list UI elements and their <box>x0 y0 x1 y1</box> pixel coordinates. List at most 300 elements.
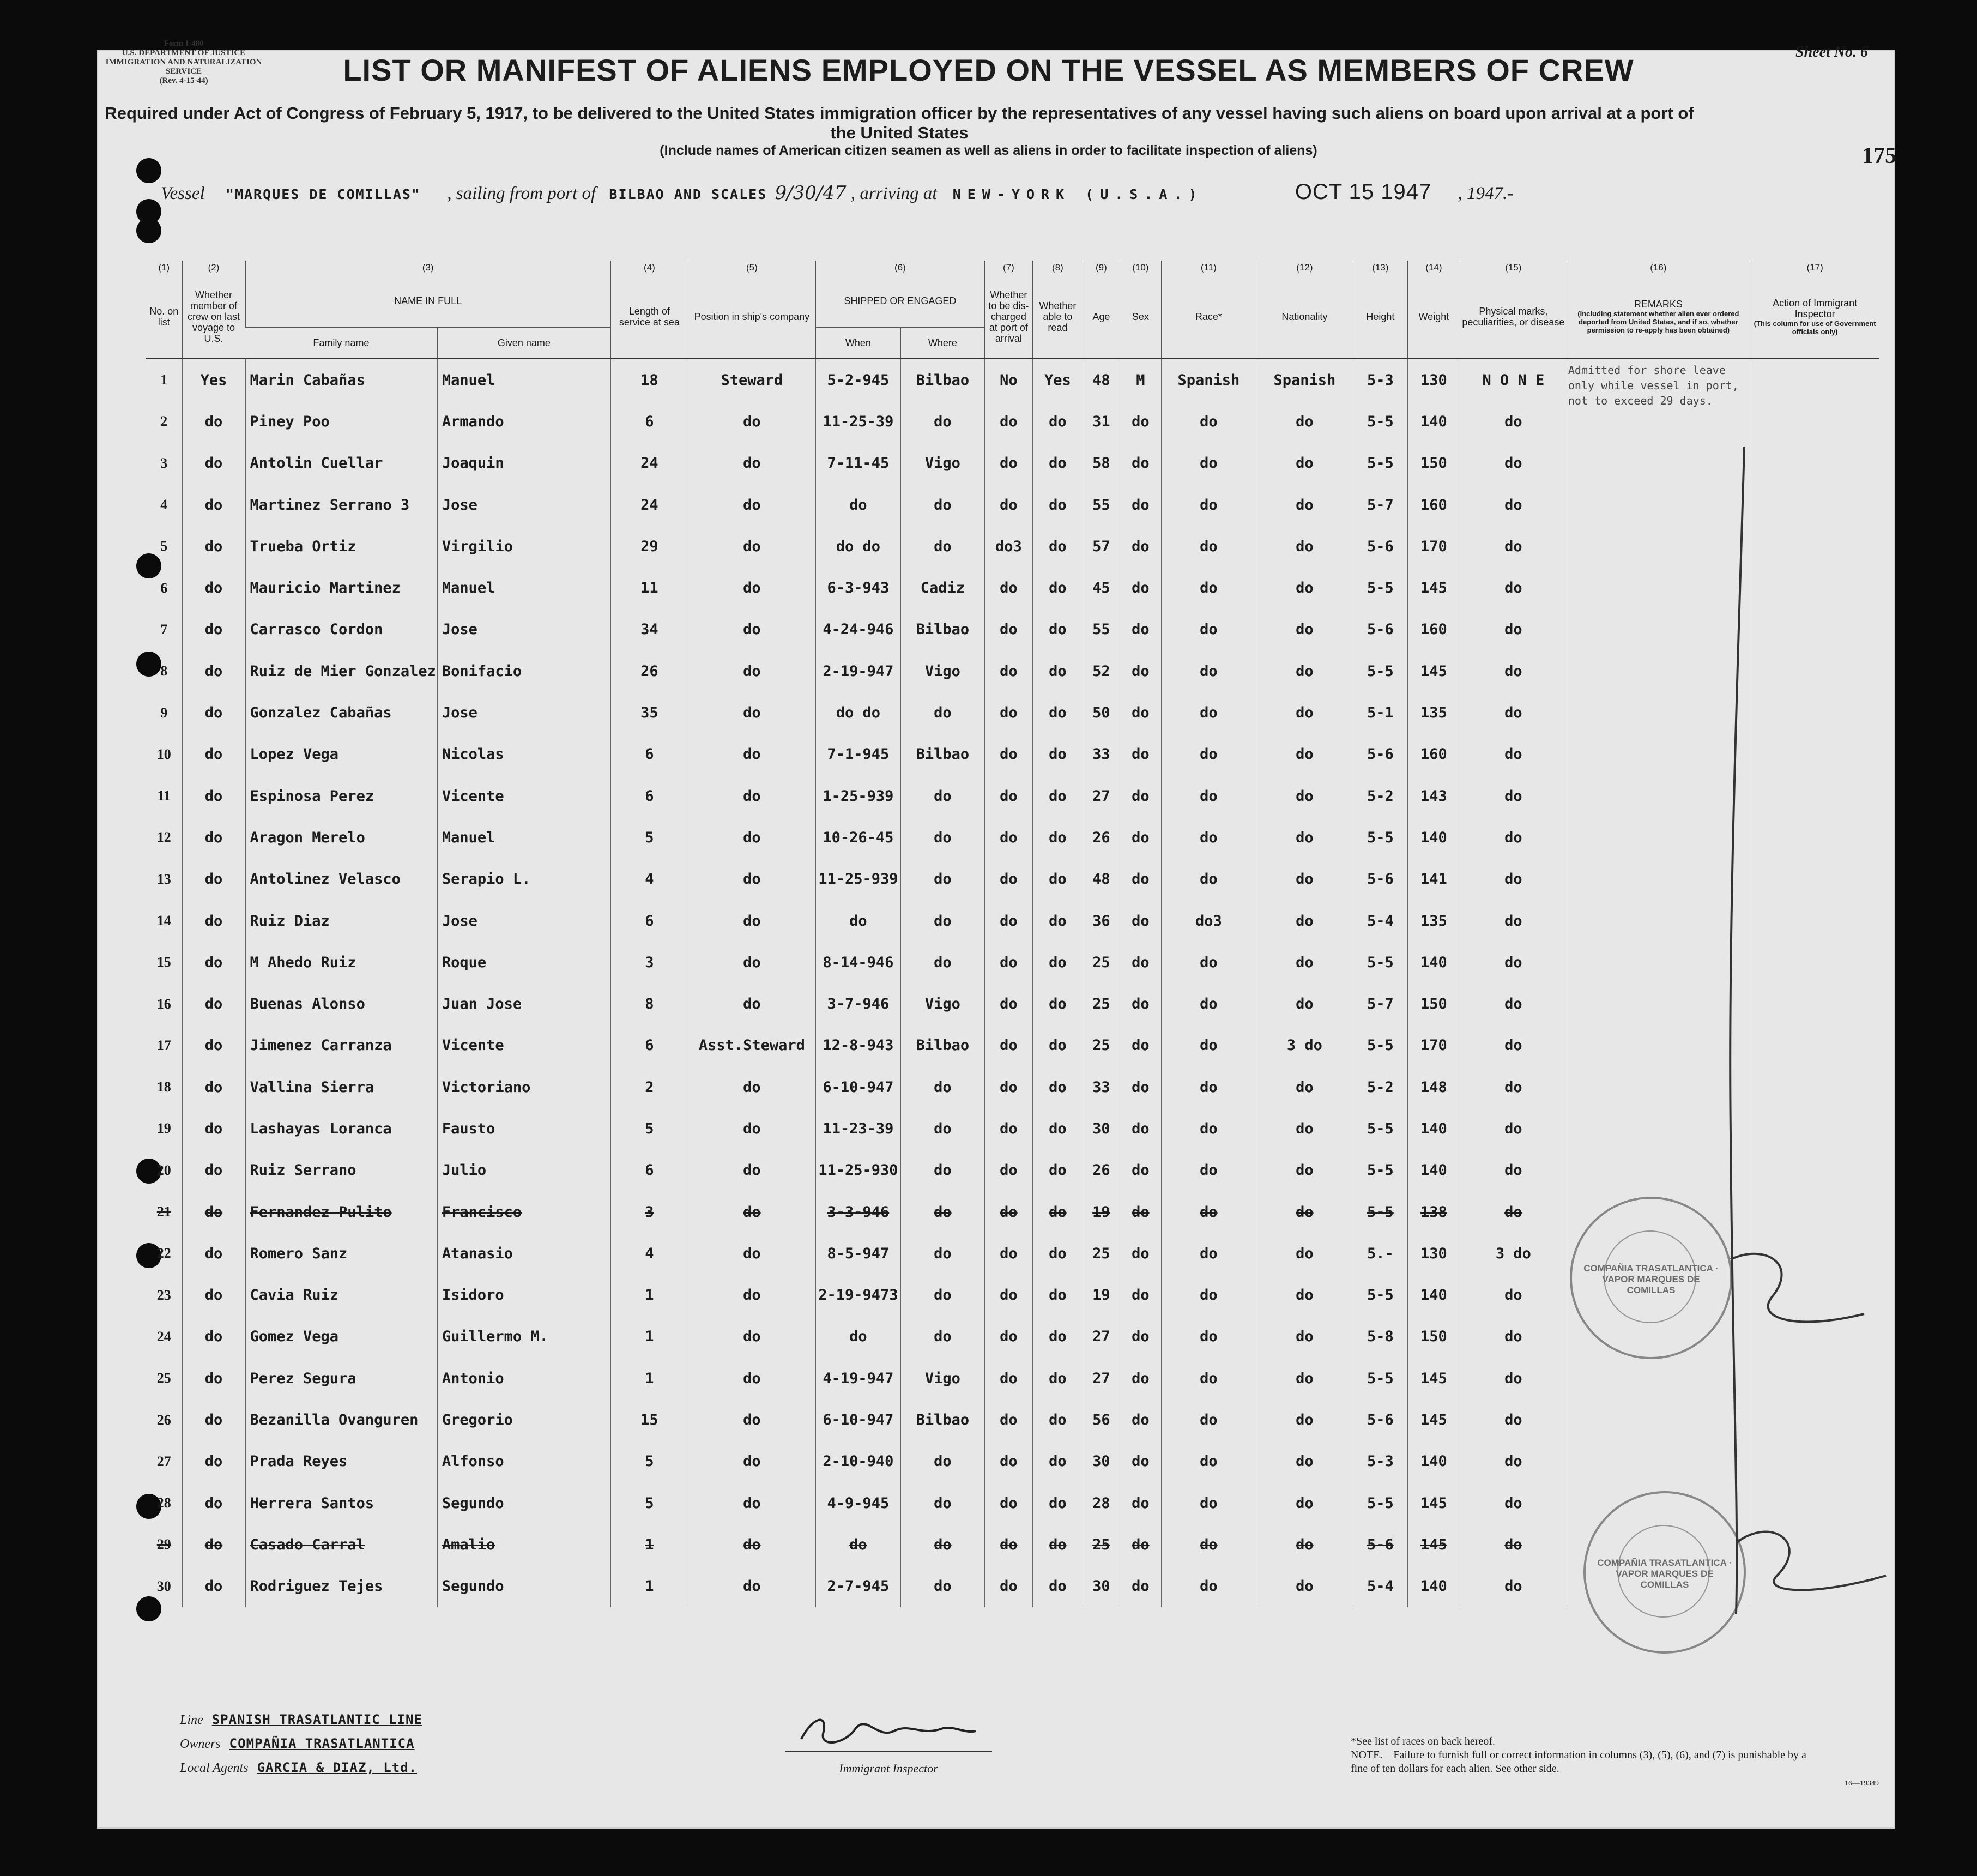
cell-row-number: 5 <box>160 538 168 554</box>
cell-race: do <box>1161 1524 1256 1565</box>
cell-race: do <box>1161 1441 1256 1482</box>
cell-shipped-where: do <box>900 942 984 983</box>
cell-discharged: do <box>984 734 1032 775</box>
cell-family-name: Buenas Alonso <box>245 983 437 1024</box>
remarks-note: (Including statement whether alien ever ordered deported from United States, and if so, whether permission to re-apply has been obtained) <box>1577 310 1739 334</box>
cell-shipped-where: do <box>900 1482 984 1524</box>
cell-given-name: Segundo <box>437 1482 610 1524</box>
cell-sex: do <box>1120 1316 1161 1358</box>
cell-row-number: 27 <box>156 1453 171 1469</box>
cell-shipped-where: do <box>900 817 984 858</box>
col-num: (13) <box>1353 261 1407 275</box>
cell-weight: 150 <box>1407 1316 1460 1358</box>
cell-physical-marks: do <box>1460 1108 1567 1149</box>
cell-shipped-where: do <box>900 1441 984 1482</box>
col-num: (8) <box>1032 261 1083 275</box>
cell-position: do <box>688 1358 815 1399</box>
cell-sex: do <box>1120 1150 1161 1191</box>
cell-family-name: Gomez Vega <box>245 1316 437 1358</box>
cell-row-number: 12 <box>156 829 171 846</box>
col-num: (9) <box>1083 261 1120 275</box>
cell-crew-last-voyage: do <box>182 567 245 608</box>
cell-weight: 130 <box>1407 359 1460 401</box>
cell-shipped-where: do <box>900 484 984 526</box>
cell-row-number: 25 <box>156 1370 171 1386</box>
cell-race: do <box>1161 1275 1256 1316</box>
cell-row-number: 6 <box>160 580 168 596</box>
cell-sex: do <box>1120 1025 1161 1066</box>
cell-nationality: do <box>1256 1108 1353 1149</box>
cell-weight: 135 <box>1407 692 1460 733</box>
cell-given-name: Vicente <box>437 775 610 817</box>
cell-weight: 160 <box>1407 734 1460 775</box>
cell-sex: do <box>1120 1275 1161 1316</box>
cell-nationality: do <box>1256 1441 1353 1482</box>
cell-row-number: 1 <box>160 372 168 388</box>
cell-remarks: Admitted for shore leave only while vessel in port, not to exceed 29 days. <box>1567 359 1750 1607</box>
cell-shipped-where: do <box>900 1524 984 1565</box>
cell-height: 5-5 <box>1353 1482 1407 1524</box>
cell-given-name: Vicente <box>437 1025 610 1066</box>
cell-shipped-where: Vigo <box>900 650 984 692</box>
cell-age: 28 <box>1083 1482 1120 1524</box>
cell-race: do <box>1161 443 1256 484</box>
cell-position: do <box>688 1191 815 1233</box>
cell-family-name: Bezanilla Ovanguren <box>245 1399 437 1440</box>
col-num: (17) <box>1750 261 1879 275</box>
cell-family-name: Romero Sanz <box>245 1233 437 1274</box>
cell-shipped-when: do do <box>815 692 900 733</box>
cell-shipped-when: 7-11-45 <box>815 443 900 484</box>
col-num: (11) <box>1161 261 1256 275</box>
cell-crew-last-voyage: do <box>182 1316 245 1358</box>
cell-weight: 130 <box>1407 1233 1460 1274</box>
cell-weight: 170 <box>1407 1025 1460 1066</box>
cell-able-to-read: do <box>1032 859 1083 900</box>
owners-value: COMPAÑIA TRASATLANTICA <box>229 1736 415 1751</box>
col-header-remarks <box>1567 275 1750 359</box>
cell-shipped-when: do <box>815 484 900 526</box>
cell-row-number: 7 <box>160 621 168 637</box>
cell-race: do <box>1161 1358 1256 1399</box>
cell-nationality: do <box>1256 1066 1353 1108</box>
crew-table-wrapper <box>146 261 1879 1607</box>
cell-able-to-read: do <box>1032 1358 1083 1399</box>
cell-row-number: 15 <box>156 954 171 970</box>
cell-physical-marks: do <box>1460 983 1567 1024</box>
cell-shipped-where: do <box>900 401 984 442</box>
cell-nationality: do <box>1256 650 1353 692</box>
cell-given-name: Jose <box>437 484 610 526</box>
cell-race: do <box>1161 942 1256 983</box>
col-header-shipped: SHIPPED OR ENGAGED <box>815 275 984 328</box>
cell-given-name: Manuel <box>437 359 610 401</box>
cell-race: do <box>1161 484 1256 526</box>
cell-age: 45 <box>1083 567 1120 608</box>
cell-weight: 143 <box>1407 775 1460 817</box>
cell-shipped-when: 2-19-9473 <box>815 1275 900 1316</box>
cell-shipped-where: do <box>900 1066 984 1108</box>
cell-crew-last-voyage: do <box>182 983 245 1024</box>
cell-position: do <box>688 443 815 484</box>
cell-sex: do <box>1120 942 1161 983</box>
cell-shipped-where: do <box>900 1275 984 1316</box>
cell-shipped-where: do <box>900 526 984 567</box>
cell-crew-last-voyage: do <box>182 734 245 775</box>
cell-given-name: Atanasio <box>437 1233 610 1274</box>
cell-length-of-service: 6 <box>610 401 688 442</box>
arrival-port: NEW-YORK (U.S.A.) <box>952 186 1204 202</box>
cell-position: do <box>688 1233 815 1274</box>
cell-shipped-when: do <box>815 1316 900 1358</box>
cell-weight: 160 <box>1407 609 1460 650</box>
cell-crew-last-voyage: do <box>182 609 245 650</box>
year-label: , 1947.- <box>1458 184 1514 203</box>
cell-race: do <box>1161 609 1256 650</box>
cell-crew-last-voyage: do <box>182 1482 245 1524</box>
cell-race: do <box>1161 526 1256 567</box>
cell-discharged: do <box>984 942 1032 983</box>
col-num: (14) <box>1407 261 1460 275</box>
col-header-when: When <box>815 328 900 359</box>
cell-crew-last-voyage: do <box>182 526 245 567</box>
inspector-signature <box>779 1706 997 1756</box>
cell-position: do <box>688 692 815 733</box>
cell-length-of-service: 5 <box>610 1441 688 1482</box>
cell-given-name: Bonifacio <box>437 650 610 692</box>
cell-position: do <box>688 900 815 942</box>
cell-weight: 145 <box>1407 1482 1460 1524</box>
cell-shipped-where: do <box>900 1191 984 1233</box>
cell-shipped-when: 12-8-943 <box>815 1025 900 1066</box>
cell-length-of-service: 6 <box>610 775 688 817</box>
cell-race: do <box>1161 775 1256 817</box>
cell-nationality: do <box>1256 401 1353 442</box>
cell-race: do <box>1161 734 1256 775</box>
cell-shipped-when: 8-5-947 <box>815 1233 900 1274</box>
cell-nationality: do <box>1256 983 1353 1024</box>
cell-length-of-service: 1 <box>610 1566 688 1607</box>
cell-weight: 138 <box>1407 1191 1460 1233</box>
cell-weight: 150 <box>1407 443 1460 484</box>
cell-able-to-read: do <box>1032 1150 1083 1191</box>
cell-able-to-read: do <box>1032 1524 1083 1565</box>
col-header-able-read: Whether able to read <box>1032 275 1083 359</box>
cell-height: 5-5 <box>1353 1275 1407 1316</box>
cell-race: do <box>1161 1025 1256 1066</box>
cell-height: 5-8 <box>1353 1316 1407 1358</box>
cell-height: 5-6 <box>1353 734 1407 775</box>
cell-height: 5-2 <box>1353 1066 1407 1108</box>
cell-race: do <box>1161 401 1256 442</box>
cell-weight: 140 <box>1407 1441 1460 1482</box>
cell-sex: do <box>1120 609 1161 650</box>
col-header-given-name: Given name <box>437 328 610 359</box>
col-num: (15) <box>1460 261 1567 275</box>
cell-position: do <box>688 609 815 650</box>
cell-weight: 140 <box>1407 1108 1460 1149</box>
crew-row <box>146 359 1879 401</box>
cell-discharged: do <box>984 1441 1032 1482</box>
col-num: (5) <box>688 261 815 275</box>
cell-weight: 140 <box>1407 1566 1460 1607</box>
cell-length-of-service: 4 <box>610 859 688 900</box>
cell-sex: do <box>1120 1482 1161 1524</box>
cell-nationality: do <box>1256 567 1353 608</box>
cell-family-name: Piney Poo <box>245 401 437 442</box>
cell-sex: do <box>1120 567 1161 608</box>
cell-length-of-service: 3 <box>610 942 688 983</box>
column-header-row <box>146 275 1879 328</box>
page-subtitle: Required under Act of Congress of February 5, 1917, to be delivered to the United States immigration officer by the representatives of any vessel having such aliens on board upon arrival at a port of the United States <box>105 104 1694 142</box>
cell-height: 5-6 <box>1353 859 1407 900</box>
cell-physical-marks: do <box>1460 1566 1567 1607</box>
cell-row-number: 4 <box>160 497 168 513</box>
cell-length-of-service: 24 <box>610 443 688 484</box>
cell-physical-marks: do <box>1460 1316 1567 1358</box>
agents-value: GARCIA & DIAZ, Ltd. <box>257 1760 418 1775</box>
cell-position: do <box>688 526 815 567</box>
col-header-race: Race* <box>1161 275 1256 359</box>
cell-physical-marks: do <box>1460 900 1567 942</box>
cell-physical-marks: do <box>1460 443 1567 484</box>
cell-sex: do <box>1120 859 1161 900</box>
cell-discharged: do <box>984 484 1032 526</box>
departure-port: BILBAO AND SCALES <box>609 186 767 202</box>
cell-length-of-service: 6 <box>610 1150 688 1191</box>
cell-family-name: Perez Segura <box>245 1358 437 1399</box>
cell-able-to-read: do <box>1032 1441 1083 1482</box>
cell-height: 5-4 <box>1353 900 1407 942</box>
cell-discharged: do <box>984 1108 1032 1149</box>
cell-family-name: Rodriguez Tejes <box>245 1566 437 1607</box>
cell-able-to-read: do <box>1032 1233 1083 1274</box>
cell-length-of-service: 1 <box>610 1524 688 1565</box>
sheet-number: 175 <box>1862 143 1896 168</box>
cell-age: 25 <box>1083 1524 1120 1565</box>
cell-given-name: Gregorio <box>437 1399 610 1440</box>
cell-height: 5-5 <box>1353 1358 1407 1399</box>
cell-physical-marks: do <box>1460 1524 1567 1565</box>
cell-nationality: do <box>1256 609 1353 650</box>
cell-weight: 160 <box>1407 484 1460 526</box>
cell-age: 30 <box>1083 1441 1120 1482</box>
cell-given-name: Jose <box>437 609 610 650</box>
cell-height: 5-6 <box>1353 1524 1407 1565</box>
cell-race: do <box>1161 1108 1256 1149</box>
cell-physical-marks: do <box>1460 817 1567 858</box>
cell-physical-marks: do <box>1460 1025 1567 1066</box>
cell-physical-marks: do <box>1460 1399 1567 1440</box>
footer-owners-row <box>180 1736 422 1760</box>
cell-physical-marks: N O N E <box>1460 359 1567 401</box>
cell-sex: do <box>1120 1441 1161 1482</box>
cell-sex: do <box>1120 1399 1161 1440</box>
cell-sex: do <box>1120 1566 1161 1607</box>
cell-length-of-service: 34 <box>610 609 688 650</box>
cell-position: do <box>688 484 815 526</box>
cell-family-name: Marin Cabañas <box>245 359 437 401</box>
cell-shipped-where: do <box>900 1566 984 1607</box>
cell-age: 31 <box>1083 401 1120 442</box>
cell-race: Spanish <box>1161 359 1256 401</box>
cell-position: do <box>688 817 815 858</box>
cell-weight: 135 <box>1407 900 1460 942</box>
cell-physical-marks: do <box>1460 692 1567 733</box>
cell-height: 5-5 <box>1353 1108 1407 1149</box>
cell-length-of-service: 6 <box>610 900 688 942</box>
cell-physical-marks: do <box>1460 650 1567 692</box>
cell-shipped-where: do <box>900 1233 984 1274</box>
cell-height: 5-6 <box>1353 609 1407 650</box>
cell-given-name: Manuel <box>437 567 610 608</box>
cell-age: 27 <box>1083 1316 1120 1358</box>
cell-sex: do <box>1120 1066 1161 1108</box>
cell-able-to-read: do <box>1032 1275 1083 1316</box>
cell-discharged: do <box>984 1191 1032 1233</box>
cell-crew-last-voyage: do <box>182 817 245 858</box>
handwritten-mark <box>1635 425 1897 1625</box>
cell-nationality: do <box>1256 484 1353 526</box>
cell-shipped-when: 3-3-946 <box>815 1191 900 1233</box>
cell-age: 30 <box>1083 1566 1120 1607</box>
cell-shipped-when: 4-24-946 <box>815 609 900 650</box>
cell-position: do <box>688 1275 815 1316</box>
col-header-no: No. on list <box>149 305 179 328</box>
cell-given-name: Virgilio <box>437 526 610 567</box>
cell-family-name: Ruiz Diaz <box>245 900 437 942</box>
cell-sex: M <box>1120 359 1161 401</box>
seal-text: COMPAÑIA TRASATLANTICA · VAPOR MARQUES DE COMILLAS <box>1597 1558 1732 1590</box>
cell-discharged: do <box>984 1316 1032 1358</box>
cell-length-of-service: 6 <box>610 734 688 775</box>
cell-row-number: 28 <box>156 1495 171 1511</box>
cell-crew-last-voyage: do <box>182 443 245 484</box>
cell-weight: 140 <box>1407 942 1460 983</box>
footnotes <box>1351 1735 1819 1776</box>
cell-nationality: do <box>1256 1150 1353 1191</box>
cell-shipped-when: do <box>815 1524 900 1565</box>
cell-length-of-service: 5 <box>610 1482 688 1524</box>
cell-shipped-where: Bilbao <box>900 359 984 401</box>
cell-able-to-read: do <box>1032 692 1083 733</box>
cell-position: do <box>688 1441 815 1482</box>
footer-line-row <box>180 1712 422 1736</box>
cell-position: do <box>688 859 815 900</box>
cell-nationality: do <box>1256 734 1353 775</box>
cell-row-number: 29 <box>156 1536 171 1553</box>
cell-crew-last-voyage: do <box>182 1524 245 1565</box>
cell-length-of-service: 18 <box>610 359 688 401</box>
cell-race: do <box>1161 650 1256 692</box>
cell-shipped-when: 6-3-943 <box>815 567 900 608</box>
cell-sex: do <box>1120 734 1161 775</box>
cell-given-name: Julio <box>437 1150 610 1191</box>
cell-shipped-where: Cadiz <box>900 567 984 608</box>
cell-sex: do <box>1120 443 1161 484</box>
penalty-note: NOTE.—Failure to furnish full or correct information in columns (3), (5), (6), and (7) is punishable by a fine of ten dollars for each alien. See other side. <box>1351 1749 1806 1775</box>
cell-shipped-when: 2-7-945 <box>815 1566 900 1607</box>
cell-length-of-service: 6 <box>610 1025 688 1066</box>
cell-weight: 141 <box>1407 859 1460 900</box>
col-num: (12) <box>1256 261 1353 275</box>
cell-position: do <box>688 942 815 983</box>
cell-age: 52 <box>1083 650 1120 692</box>
cell-discharged: do <box>984 1399 1032 1440</box>
cell-age: 30 <box>1083 1108 1120 1149</box>
cell-sex: do <box>1120 900 1161 942</box>
cell-shipped-when: 4-9-945 <box>815 1482 900 1524</box>
cell-shipped-where: Bilbao <box>900 734 984 775</box>
cell-nationality: do <box>1256 1275 1353 1316</box>
cell-crew-last-voyage: do <box>182 1275 245 1316</box>
cell-able-to-read: do <box>1032 1025 1083 1066</box>
cell-crew-last-voyage: do <box>182 1399 245 1440</box>
cell-able-to-read: do <box>1032 775 1083 817</box>
print-code: 16—19349 <box>1845 1780 1879 1788</box>
cell-weight: 140 <box>1407 401 1460 442</box>
cell-age: 48 <box>1083 859 1120 900</box>
arriving-label: , arriving at <box>850 184 938 203</box>
cell-height: 5-5 <box>1353 817 1407 858</box>
cell-age: 50 <box>1083 692 1120 733</box>
cell-discharged: do <box>984 983 1032 1024</box>
col-header-height: Height <box>1353 275 1407 359</box>
owners-label: Owners <box>180 1737 221 1751</box>
binder-hole <box>136 158 161 183</box>
inspector-signature-block <box>779 1706 997 1776</box>
cell-physical-marks: do <box>1460 609 1567 650</box>
cell-height: 5-3 <box>1353 1441 1407 1482</box>
cell-able-to-read: do <box>1032 1108 1083 1149</box>
cell-given-name: Segundo <box>437 1566 610 1607</box>
footer-agents-row <box>180 1760 422 1784</box>
cell-able-to-read: do <box>1032 1191 1083 1233</box>
cell-family-name: Ruiz Serrano <box>245 1150 437 1191</box>
cell-crew-last-voyage: do <box>182 1108 245 1149</box>
cell-weight: 150 <box>1407 983 1460 1024</box>
cell-age: 57 <box>1083 526 1120 567</box>
cell-able-to-read: do <box>1032 1316 1083 1358</box>
cell-length-of-service: 11 <box>610 567 688 608</box>
cell-discharged: do <box>984 1066 1032 1108</box>
cell-nationality: do <box>1256 1358 1353 1399</box>
cell-length-of-service: 1 <box>610 1358 688 1399</box>
cell-age: 25 <box>1083 1025 1120 1066</box>
cell-physical-marks: do <box>1460 775 1567 817</box>
cell-discharged: do <box>984 1233 1032 1274</box>
cell-able-to-read: do <box>1032 983 1083 1024</box>
form-identifier: Form I-480 U.S. DEPARTMENT OF JUSTICE IMMIGRATION AND NATURALIZATION SERVICE (Rev. 4-15-44) <box>105 39 262 85</box>
cell-crew-last-voyage: do <box>182 650 245 692</box>
cell-age: 25 <box>1083 942 1120 983</box>
cell-family-name: Lopez Vega <box>245 734 437 775</box>
cell-length-of-service: 24 <box>610 484 688 526</box>
cell-sex: do <box>1120 817 1161 858</box>
cell-nationality: do <box>1256 1191 1353 1233</box>
cell-position: do <box>688 983 815 1024</box>
cell-race: do <box>1161 1066 1256 1108</box>
cell-age: 33 <box>1083 1066 1120 1108</box>
cell-nationality: do <box>1256 1399 1353 1440</box>
cell-position: do <box>688 1066 815 1108</box>
cell-crew-last-voyage: do <box>182 1233 245 1274</box>
cell-family-name: Carrasco Cordon <box>245 609 437 650</box>
cell-given-name: Francisco <box>437 1191 610 1233</box>
cell-row-number: 26 <box>156 1411 171 1428</box>
cell-discharged: do <box>984 401 1032 442</box>
cell-physical-marks: do <box>1460 1191 1567 1233</box>
